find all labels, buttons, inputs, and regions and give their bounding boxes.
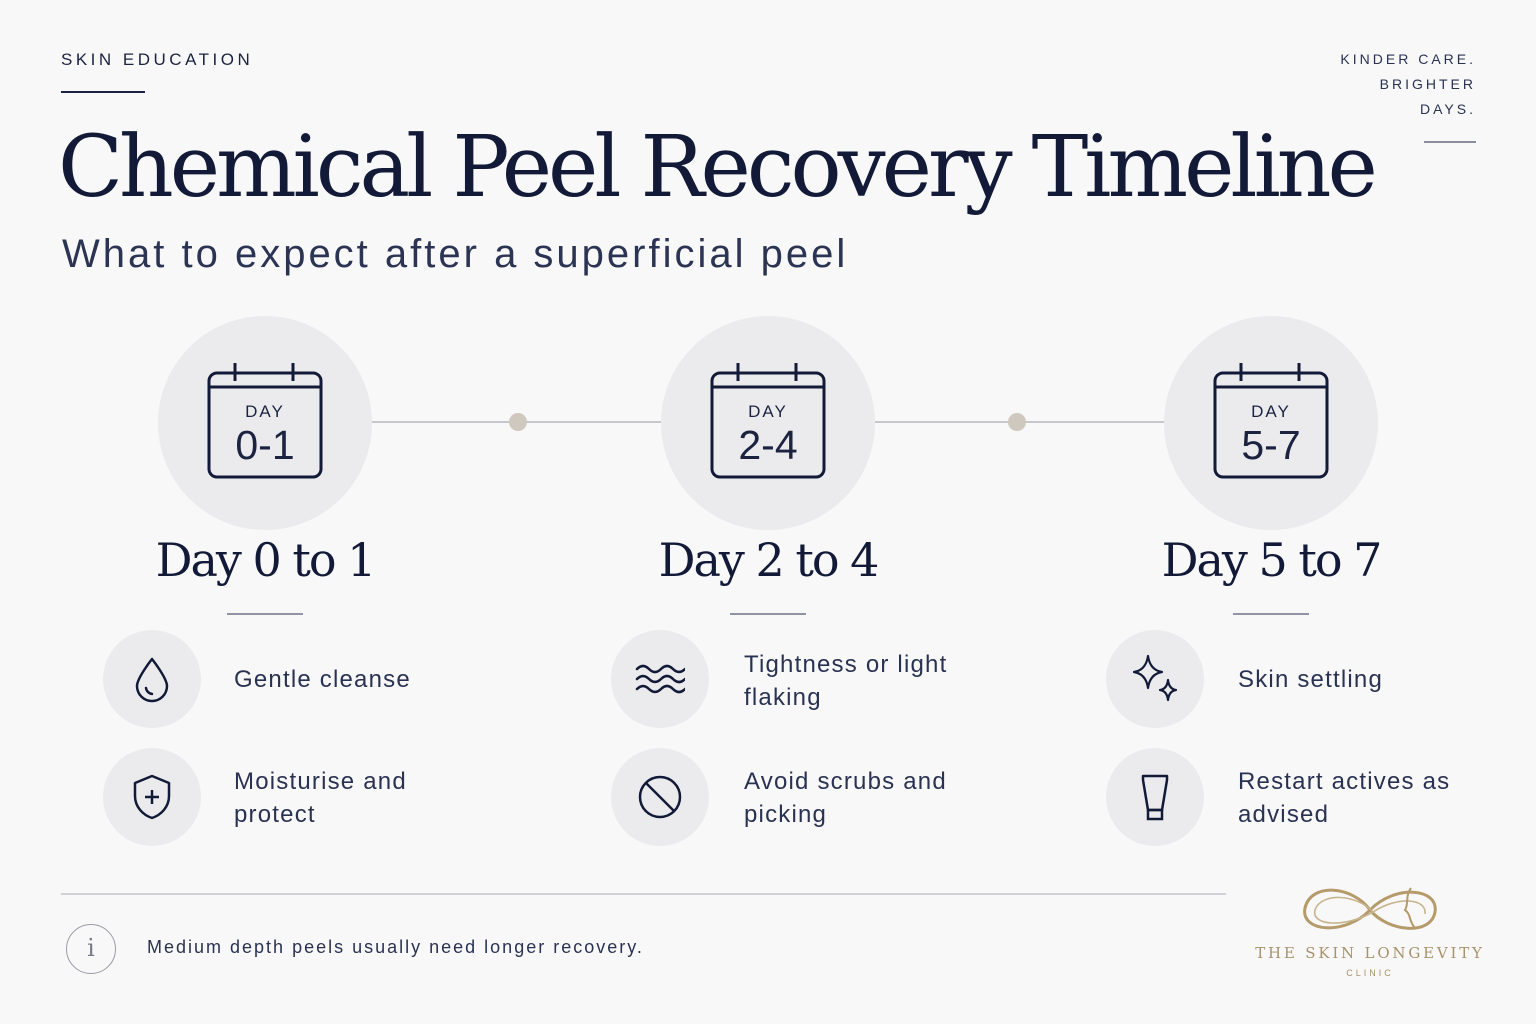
- clinic-logo: [1240, 872, 1500, 982]
- stage-2-item-2-badge: [611, 748, 709, 846]
- tagline-line-1: KINDER CARE.: [1340, 51, 1476, 67]
- stage-2-item-1-text: Tightness or light flaking: [744, 651, 948, 711]
- tagline-line-3: DAYS.: [1420, 101, 1476, 117]
- water-drop-icon: [127, 654, 177, 704]
- tagline-line-2: BRIGHTER: [1379, 76, 1476, 92]
- stage-2-title: Day 2 to 4: [658, 533, 878, 587]
- waves-icon: [635, 654, 685, 704]
- stage-3-divider: [1233, 613, 1309, 615]
- stage-3-item-1-text: Skin settling: [1238, 666, 1383, 693]
- stage-1-title: Day 0 to 1: [155, 533, 375, 587]
- stage-2-item-2-text: Avoid scrubs and picking: [744, 768, 947, 828]
- stage-3-calendar-label: DAY: [1251, 402, 1291, 421]
- eyebrow-divider: [61, 91, 145, 93]
- timeline-dot-2: [1008, 413, 1026, 431]
- stage-3-item-1-badge: [1106, 630, 1204, 728]
- footer-divider: [61, 893, 1226, 895]
- stage-2-calendar-range: 2-4: [738, 422, 798, 468]
- stage-1-divider: [227, 613, 303, 615]
- stage-2-divider: [730, 613, 806, 615]
- eyebrow-label: SKIN EDUCATION: [61, 50, 254, 69]
- info-icon: i: [66, 924, 116, 974]
- page-subtitle: What to expect after a superficial peel: [62, 232, 849, 276]
- infinity-face-icon: [1293, 874, 1447, 946]
- stage-2-calendar-label: DAY: [748, 402, 788, 421]
- clinic-name: THE SKIN LONGEVITY: [1255, 944, 1485, 962]
- footer-note: Medium depth peels usually need longer recovery.: [147, 937, 644, 957]
- stage-1-item-2-badge: [103, 748, 201, 846]
- tagline-divider: [1424, 141, 1476, 143]
- page-title: Chemical Peel Recovery Timeline: [58, 118, 1374, 217]
- stage-1-calendar: [158, 316, 372, 530]
- stage-2-item-1-badge: [611, 630, 709, 728]
- stage-1-calendar-label: DAY: [245, 402, 285, 421]
- tube-icon: [1130, 772, 1180, 822]
- tagline: [1340, 47, 1476, 122]
- stage-1-item-2-text: Moisturise and protect: [234, 768, 407, 828]
- shield-plus-icon: [127, 772, 177, 822]
- stage-2-calendar: [661, 316, 875, 530]
- sparkle-icon: [1130, 654, 1180, 704]
- prohibited-icon: [635, 772, 685, 822]
- stage-3-item-2-badge: [1106, 748, 1204, 846]
- stage-1-item-1-text: Gentle cleanse: [234, 666, 411, 693]
- stage-1-item-1-badge: [103, 630, 201, 728]
- stage-3-item-2-text: Restart actives as advised: [1238, 768, 1451, 828]
- stage-3-calendar-range: 5-7: [1241, 422, 1301, 468]
- timeline-dot-1: [509, 413, 527, 431]
- stage-3-calendar: [1164, 316, 1378, 530]
- stage-3-title: Day 5 to 7: [1161, 533, 1381, 587]
- stage-1-calendar-range: 0-1: [235, 422, 295, 468]
- clinic-subname: CLINIC: [1346, 968, 1394, 978]
